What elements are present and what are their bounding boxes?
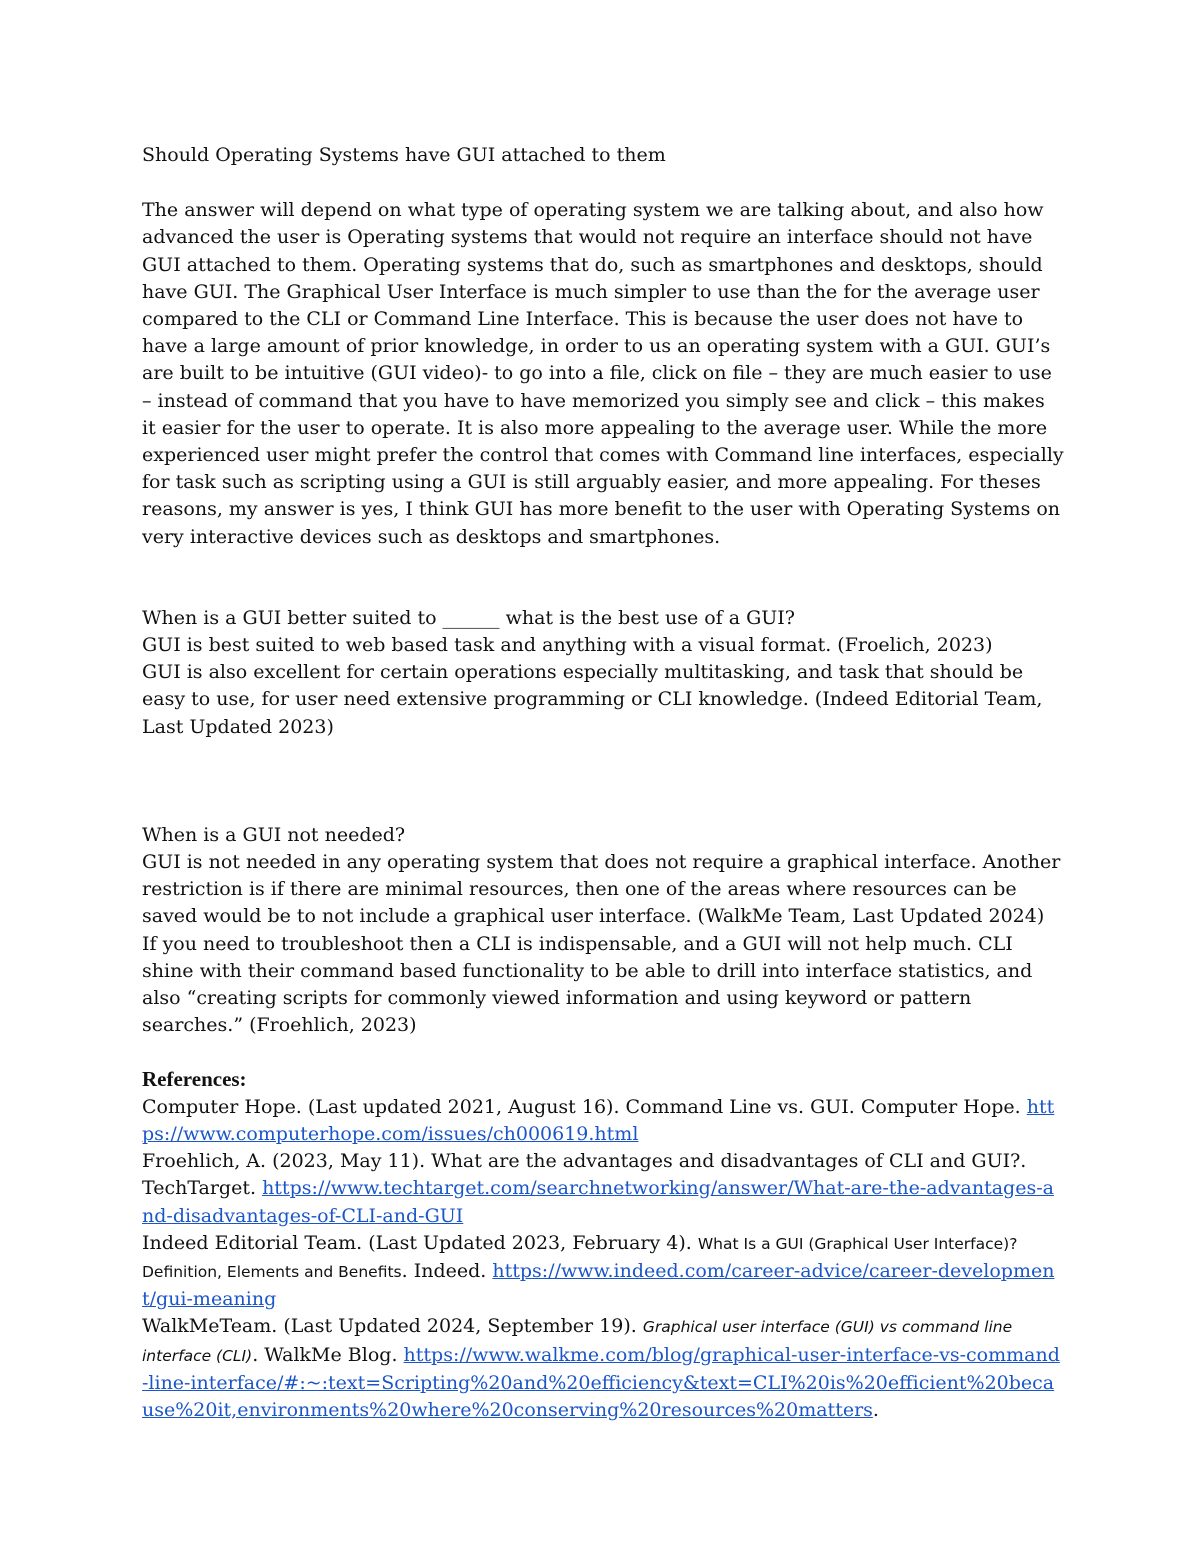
reference-item-walkme bbox=[142, 1313, 1064, 1424]
reference-title: What Is a GUI (Graphical User Interface)? Definition, Elements and Benefits bbox=[142, 1234, 1018, 1281]
references-heading: References: bbox=[142, 1067, 247, 1092]
reference-item-indeed bbox=[142, 1230, 1064, 1314]
reference-link-computer-hope[interactable]: https://www.computerhope.com/issues/ch000619.html bbox=[142, 1095, 1055, 1145]
reference-text: Computer Hope. (Last updated 2021, August 16). Command Line vs. GUI. Computer Hope. bbox=[142, 1095, 1021, 1118]
document-title: Should Operating Systems have GUI attached to them bbox=[142, 144, 666, 166]
section2-line-1: GUI is best suited to web based task and anything with a visual format. (Froelich, 2023) bbox=[142, 634, 993, 657]
reference-text: . WalkMe Blog. bbox=[252, 1343, 404, 1366]
reference-link-walkme[interactable]: https://www.walkme.com/blog/graphical-user-interface-vs-command-line-interface/#:~:text=Scripting%20and%20efficiency&text=CLI%20is%20efficient%20because%20it,environments%20where%20conserving%20resources%20matters bbox=[142, 1343, 1060, 1421]
section2-question: When is a GUI better suited to ______ what is the best use of a GUI? bbox=[142, 606, 795, 629]
reference-text: . bbox=[872, 1398, 879, 1421]
document-body bbox=[142, 142, 1064, 1424]
reference-item-techtarget bbox=[142, 1148, 1064, 1230]
reference-title: Graphical user interface (GUI) vs command line interface (CLI) bbox=[142, 1318, 1013, 1365]
section2-line-2: GUI is also excellent for certain operations especially multitasking, and task that should be easy to use, for user need extensive programming or CLI knowledge. (Indeed Editorial Team, Last Updated 2023) bbox=[142, 661, 1043, 738]
spacer bbox=[142, 741, 1064, 822]
reference-text: WalkMeTeam. (Last Updated 2024, September 19). bbox=[142, 1315, 643, 1338]
reference-text: Indeed Editorial Team. (Last Updated 2023, February 4). bbox=[142, 1231, 698, 1254]
intro-paragraph: The answer will depend on what type of operating system we are talking about, and also how advanced the user is Operating systems that would not require an interface should not have GUI attached to them. Operating systems that do, such as smartphones and desktops, should have GUI. The Graphical User Interface is much simpler to use than the for the average user compared to the CLI or Command Line Interface. This is because the user does not have to have a large amount of prior knowledge, in order to us an operating system with a GUI. GUI’s are built to be intuitive (GUI video)- to go into a file, click on file – they are much easier to use – instead of command that you have to have memorized you simply see and click – this makes it easier for the user to operate. It is also more appealing to the average user. While the more experienced user might prefer the control that comes with Command line interfaces, especially for task such as scripting using a GUI is still arguably easier, and more appealing. For theses reasons, my answer is yes, I think GUI has more benefit to the user with Operating Systems on very interactive devices such as desktops and smartphones. bbox=[142, 199, 1064, 548]
reference-text: Froehlich, A. (2023, May 11). What are the advantages and disadvantages of CLI and GUI?. TechTarget. bbox=[142, 1150, 1027, 1200]
reference-link-indeed[interactable]: https://www.indeed.com/career-advice/career-development/gui-meaning bbox=[142, 1259, 1055, 1311]
spacer bbox=[142, 1039, 1064, 1066]
section3-paragraph: GUI is not needed in any operating system that does not require a graphical interface. Another restriction is if there are minimal resources, then one of the areas where resources can be saved would be to not include a graphical user interface. (WalkMe Team, Last Updated 2024) If you need to troubleshoot then a CLI is indispensable, and a GUI will not help much. CLI shine with their command based functionality to be able to drill into interface statistics, and also “creating scripts for commonly viewed information and using keyword or pattern searches.” (Froehlich, 2023) bbox=[142, 851, 1061, 1037]
reference-item-computer-hope bbox=[142, 1094, 1064, 1148]
spacer bbox=[142, 551, 1064, 605]
reference-text: . Indeed. bbox=[401, 1259, 493, 1282]
reference-link-techtarget[interactable]: https://www.techtarget.com/searchnetworking/answer/What-are-the-advantages-and-disadvantages-of-CLI-and-GUI bbox=[142, 1177, 1054, 1227]
section3-question: When is a GUI not needed? bbox=[142, 823, 406, 846]
